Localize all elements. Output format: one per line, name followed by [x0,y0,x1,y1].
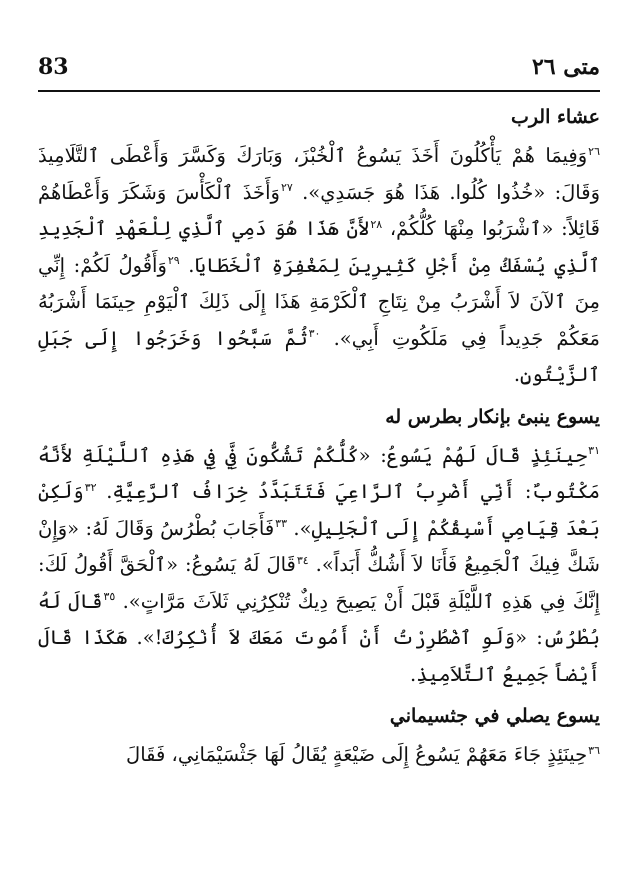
page-number: 83 [38,54,69,80]
verse-text: وَأَخَذَ ٱلْكَأْسَ وَشَكَرَ وَأَعْطَاهُمْ قَائِلاً: «ٱشْرَبُوا مِنْهَا كُلُّكُمْ، [38,180,600,240]
verse-number: ٣٥ [103,590,116,603]
verse-number: ٣٤ [296,553,309,567]
section-heading: يسوع يصلي في جثسيماني [389,705,600,727]
verse-number: ٣٠ [308,327,321,340]
verse-number: ٢٨ [370,217,383,231]
verse-number: ٢٦ [588,144,600,158]
section-gethsemane [38,701,600,774]
paragraph [38,737,600,774]
page-body [38,102,600,782]
verse-text: وَفِيمَا هُمْ يَأْكُلُونَ أَخَذَ يَسُوعُ ٱلْخُبْزَ، وَبَارَكَ وَكَسَّرَ وَأَعْطَى ٱلتَّلَامِيذَ وَقَالَ: «خُذُوا كُلُوا. هَذَا هُوَ جَسَدِي». [38,144,600,204]
verse-text: حِينَئِذٍ قَالَ لَهُمْ يَسُوعُ: «كُلُّكُمْ تَشُكُّونَ فِيَّ فِي هَذِهِ ٱللَّيْلَةِ لأَنَّهُ مَكْتُوبٌ: أَنِّي أَضْرِبُ ٱلرَّاعِيَ فَتَتَبَدَّدُ خِرَافُ ٱلرَّعِيَّةِ. [38,443,600,503]
verse-text: وَأَقُولُ لَكُمْ: إِنِّي مِنَ ٱلآنَ لاَ أَشْرَبُ مِنْ نِتَاجِ ٱلْكَرْمَةِ هَذَا إِلَى ذَلِكَ ٱلْيَوْمِ حِينَمَا أَشْرَبُهُ مَعَكُمْ جَدِيداً فِي مَلَكُوتِ أَبِي». [38,253,600,350]
verse-text: فَأَجَابَ بُطْرُسُ وَقَالَ لَهُ: «وَإِنْ شَكَّ فِيكَ ٱلْجَمِيعُ فَأَنَا لاَ أَشُكُّ أَبَداً». [38,516,600,576]
verse-number: ٣١ [588,444,600,457]
chapter-title: متى ٢٦ [531,54,600,80]
verse-number: ٢٧ [280,181,293,194]
verse-text: لأَنَّ هَذَا هُوَ دَمِي ٱلَّذِي لِلْعَهْدِ ٱلْجَدِيدِ ٱلَّذِي يُسْفَكُ مِنْ أَجْلِ كَثِيرِينَ لِمَغْفِرَةِ ٱلْخَطَايَا. [38,217,600,277]
header-divider [38,90,600,92]
verse-number: ٢٩ [167,254,180,267]
scripture-page [38,0,600,878]
verse-text: قَالَ لَهُ يَسُوعُ: «ٱلْحَقَّ أَقُولُ لَكَ: إِنَّكَ فِي هَذِهِ ٱللَّيْلَةِ قَبْلَ أَنْ يَصِيحَ دِيكٌ تُنْكِرُنِي ثَلاَثَ مَرَّاتٍ». [38,553,601,613]
verse-text: حِينَئِذٍ جَاءَ مَعَهُمْ يَسُوعُ إِلَى ضَيْعَةٍ يُقَالُ لَهَا جَثْسَيْمَانِي، فَقَالَ [126,743,588,766]
verse-number: ٣٣ [275,517,287,530]
paragraph [38,438,600,694]
section-peter-denial [38,402,600,694]
verse-number: ٣٢ [84,480,97,494]
verse-number: ٣٦ [588,743,600,757]
section-heading: عشاء الرب [510,106,600,128]
verse-text: وَلَكِنْ بَعْدَ قِيَامِي أَسْبِقُكُمْ إِلَى ٱلْجَلِيلِ». [38,480,600,540]
verse-text: قَالَ لَهُ بُطْرُسُ: «وَلَوِ ٱضْطُرِرْتُ أَنْ أَمُوتَ مَعَكَ لاَ أُنْكِرُكَ!». هَكَذَا قَالَ أَيْضاً جَمِيعُ ٱلتَّلاَمِيذِ. [38,589,600,686]
section-heading: يسوع ينبئ بإنكار بطرس له [385,405,600,428]
page-header [38,54,600,88]
section-lords-supper [38,102,600,394]
paragraph [38,138,600,394]
verse-text: ثُمَّ سَبَّحُوا وَخَرَجُوا إِلَى جَبَلِ ٱلزَّيْتُونِ. [38,326,600,386]
